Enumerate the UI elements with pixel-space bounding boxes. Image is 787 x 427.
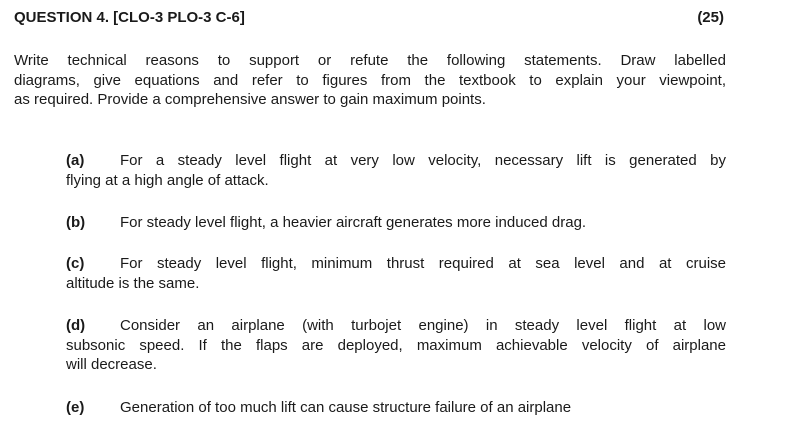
question-title: QUESTION 4. [CLO-3 PLO-3 C-6] xyxy=(14,9,245,26)
statement-letter: (c) xyxy=(66,255,85,272)
statement-letter: (b) xyxy=(66,214,86,231)
statement-line: altitude is the same. xyxy=(66,274,200,292)
statement-text: Consider an airplane (with turbojet engine) in steady level flight at low xyxy=(120,317,726,334)
statement-line: will decrease. xyxy=(66,356,157,373)
instructions-line: as required. Provide a comprehensive answer to gain maximum points. xyxy=(14,91,486,108)
statement-letter: (d) xyxy=(66,317,86,334)
statement-text: For steady level flight, minimum thrust required at sea level and at cruise xyxy=(120,255,726,272)
instructions-line: Write technical reasons to support or refute the following statements. Draw labelled xyxy=(14,52,726,69)
statement-line xyxy=(66,254,726,274)
statement-d xyxy=(66,316,726,375)
instructions-line: diagrams, give equations and refer to figures from the textbook to explain your viewpoint, xyxy=(14,71,726,89)
statement-line xyxy=(66,213,726,233)
statement-letter: (e) xyxy=(66,399,85,416)
question-marks: (25) xyxy=(697,9,724,26)
question-header xyxy=(14,9,724,29)
statement-letter: (a) xyxy=(66,152,85,169)
statement-line xyxy=(66,398,726,418)
statement-a xyxy=(66,151,726,190)
instructions-paragraph xyxy=(14,51,726,110)
statement-text: Generation of too much lift can cause structure failure of an airplane xyxy=(120,399,572,416)
statement-text: For steady level flight, a heavier aircraft generates more induced drag. xyxy=(120,214,587,231)
statement-line: flying at a high angle of attack. xyxy=(66,171,269,189)
statement-line: subsonic speed. If the flaps are deployed, maximum achievable velocity of airplane xyxy=(66,336,726,354)
statement-line xyxy=(66,316,726,336)
statement-b xyxy=(66,213,726,233)
statement-text: For a steady level flight at very low velocity, necessary lift is generated by xyxy=(120,152,726,169)
statement-e xyxy=(66,398,726,418)
statement-line xyxy=(66,151,726,171)
statement-c xyxy=(66,254,726,293)
